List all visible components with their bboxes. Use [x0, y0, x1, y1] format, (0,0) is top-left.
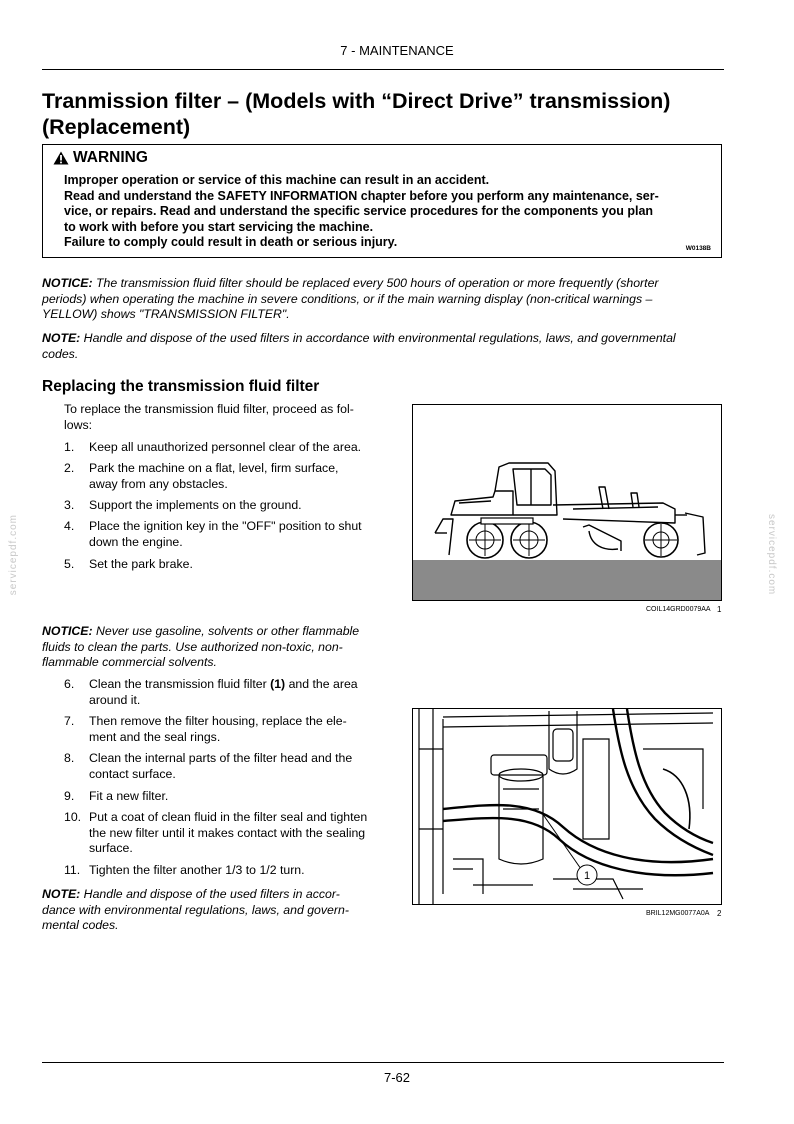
warning-line: to work with before you start servicing the machine.	[64, 219, 374, 234]
warning-heading-text: WARNING	[73, 149, 148, 166]
step-text: around it.	[89, 692, 141, 707]
notice-text: periods) when operating the machine in severe conditions, or if the main warning display (non-critical warnings –	[42, 291, 653, 306]
step-text: down the engine.	[89, 534, 183, 549]
step-text: Support the implements on the ground.	[89, 498, 302, 512]
page-title-line-1: Tranmission filter – (Models with “Direct Drive” transmission)	[42, 89, 671, 113]
step-text: Put a coat of clean fluid in the filter seal and tighten	[89, 810, 368, 824]
watermark-right: servicepdf.com	[766, 514, 777, 596]
page-title-line-2: (Replacement)	[42, 115, 191, 139]
note-text: Handle and dispose of the used filters in accor-	[80, 887, 340, 901]
intro-line: To replace the transmission fluid filter, proceed as fol-	[64, 402, 354, 416]
warning-body	[64, 173, 706, 251]
step-text: contact surface.	[89, 766, 176, 781]
step-text: Park the machine on a flat, level, firm surface,	[89, 461, 339, 475]
warning-heading	[53, 149, 148, 167]
notice-text: The transmission fluid filter should be replaced every 500 hours of operation or more frequently (shorter	[92, 276, 659, 290]
note-paragraph	[42, 331, 724, 362]
warning-line: Failure to comply could result in death or serious injury.	[64, 235, 398, 249]
note-text: Handle and dispose of the used filters in accordance with environmental regulations, laws, and governmental	[80, 331, 676, 345]
figure-filter-closeup	[412, 708, 722, 905]
step-text: Keep all unauthorized personnel clear of the area.	[89, 440, 362, 454]
step-number: 1.	[64, 440, 75, 454]
step-item	[64, 677, 382, 708]
step-text: away from any obstacles.	[89, 476, 228, 491]
callout-reference: (1)	[270, 677, 286, 691]
notice-text: fluids to clean the parts. Use authorized non-toxic, non-	[42, 639, 343, 654]
step-item	[64, 557, 382, 573]
step-number: 9.	[64, 789, 75, 803]
header-rule	[42, 69, 724, 70]
note-text: mental codes.	[42, 918, 119, 932]
notice-paragraph	[42, 276, 724, 323]
note-label: NOTE:	[42, 331, 81, 345]
running-header: 7 - MAINTENANCE	[340, 43, 454, 58]
step-item	[64, 863, 382, 879]
intro-paragraph	[64, 402, 382, 433]
note-paragraph	[42, 887, 382, 934]
step-number: 8.	[64, 751, 75, 765]
warning-line: Read and understand the SAFETY INFORMATION chapter before you perform any maintenance, ser-	[64, 188, 659, 203]
notice-text: flammable commercial solvents.	[42, 655, 217, 669]
step-item	[64, 498, 382, 514]
warning-triangle-icon	[53, 151, 69, 165]
step-number: 3.	[64, 498, 75, 512]
figure-1-caption: COIL14GRD0079AA	[646, 606, 711, 613]
figure-2-number: 2	[717, 909, 722, 918]
step-number: 4.	[64, 519, 75, 533]
notice-label: NOTICE:	[42, 276, 93, 290]
notice-label: NOTICE:	[42, 624, 93, 638]
step-number: 2.	[64, 461, 75, 475]
warning-box	[42, 144, 722, 258]
step-item	[64, 714, 382, 745]
step-item	[64, 789, 382, 805]
step-text: Set the park brake.	[89, 557, 193, 571]
step-number: 7.	[64, 714, 75, 728]
warning-code: W0138B	[685, 245, 711, 252]
note-text: codes.	[42, 346, 79, 361]
filter-closeup-illustration	[413, 709, 721, 904]
step-item	[64, 751, 382, 782]
step-text: Then remove the filter housing, replace the ele-	[89, 714, 347, 728]
step-item	[64, 461, 382, 492]
step-text: Clean the transmission fluid filter	[89, 677, 271, 691]
step-text: Place the ignition key in the "OFF" position to shut	[89, 519, 362, 533]
step-text: Tighten the filter another 1/3 to 1/2 turn.	[89, 863, 305, 877]
step-number: 5.	[64, 557, 75, 571]
step-item	[64, 519, 382, 550]
step-text: Fit a new filter.	[89, 789, 169, 803]
intro-line: lows:	[64, 417, 93, 432]
notice-paragraph	[42, 624, 382, 671]
notice-text: YELLOW) shows "TRANSMISSION FILTER".	[42, 307, 290, 321]
step-text: ment and the seal rings.	[89, 729, 221, 744]
figure-2-caption: BRIL12MG0077A0A	[646, 910, 710, 917]
step-item	[64, 440, 382, 456]
step-number: 6.	[64, 677, 75, 691]
step-text: surface.	[89, 841, 133, 855]
warning-line: Improper operation or service of this machine can result in an accident.	[64, 173, 490, 187]
footer-rule	[42, 1062, 724, 1063]
note-text: dance with environmental regulations, laws, and govern-	[42, 902, 349, 917]
step-text: the new filter until it makes contact with the sealing	[89, 825, 366, 840]
step-item	[64, 810, 382, 857]
step-number: 11.	[64, 863, 81, 877]
notice-text: Never use gasoline, solvents or other flammable	[92, 624, 360, 638]
page-title	[42, 88, 732, 140]
step-number: 10.	[64, 810, 82, 824]
warning-line: vice, or repairs. Read and understand the specific service procedures for the components you plan	[64, 204, 654, 218]
figure-motor-grader	[412, 404, 722, 601]
figure-2-callout: 1	[583, 870, 591, 882]
section-heading: Replacing the transmission fluid filter	[42, 378, 320, 395]
page-number: 7-62	[383, 1070, 411, 1085]
step-text: and the area	[285, 677, 358, 691]
watermark-left: servicepdf.com	[8, 514, 19, 596]
figure-1-number: 1	[717, 605, 722, 614]
step-text: Clean the internal parts of the filter head and the	[89, 751, 353, 765]
note-label: NOTE:	[42, 887, 81, 901]
motor-grader-illustration	[413, 405, 721, 600]
